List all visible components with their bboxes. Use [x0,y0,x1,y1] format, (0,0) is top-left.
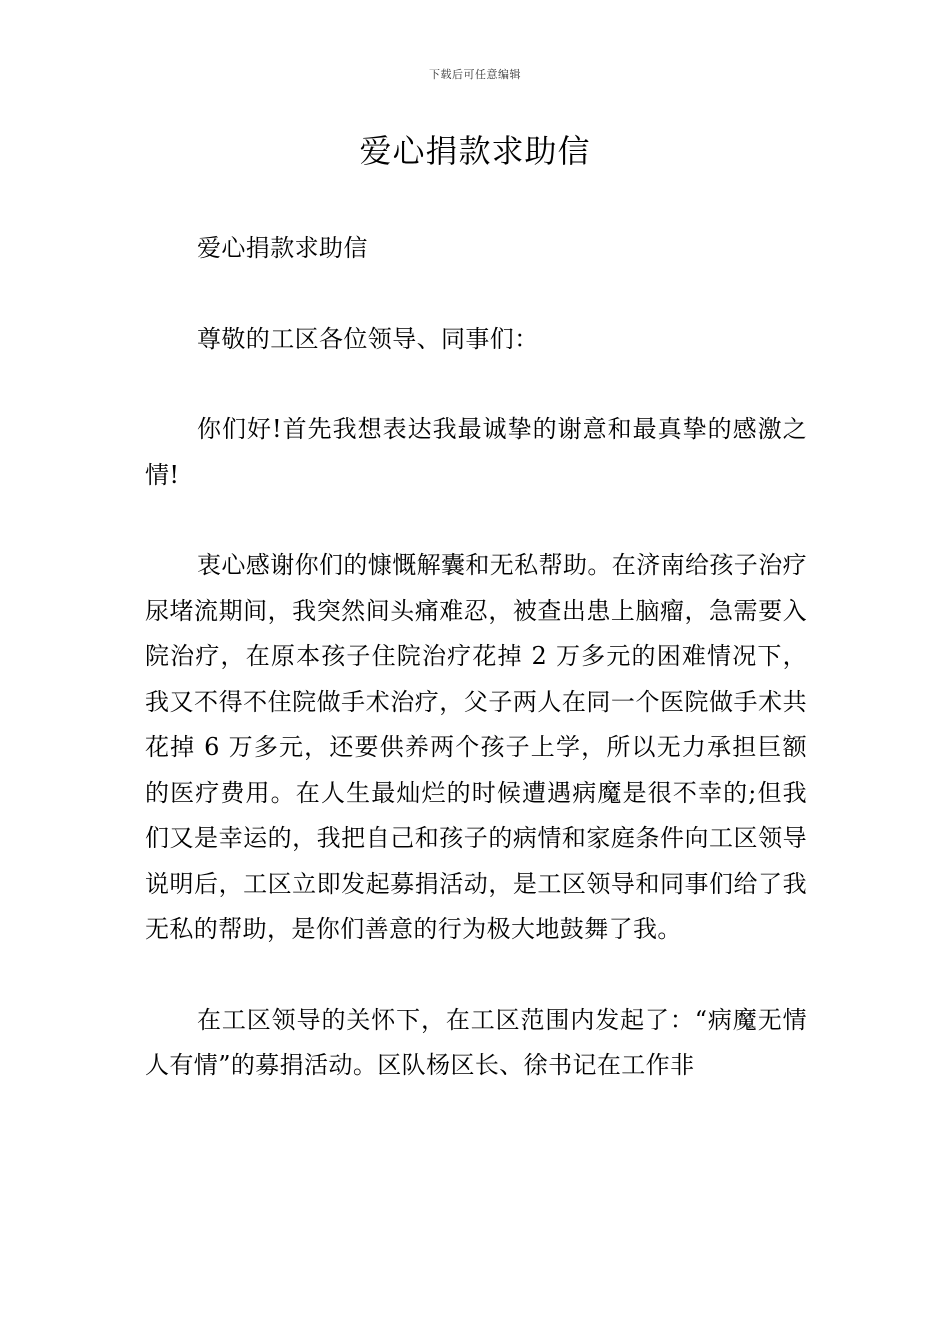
document-body [145,226,807,1089]
paragraph-salutation: 尊敬的工区各位领导、同事们： [197,324,539,353]
paragraph-greeting: 你们好!首先我想表达我最诚挚的谢意和最真挚的感激之情! [145,415,807,489]
document-title: 爱心捐款求助信 [359,132,591,170]
paragraph-subtitle: 爱心捐款求助信 [197,234,368,262]
header-note: 下载后可任意编辑 [429,68,521,81]
paragraph-campaign: 在工区领导的关怀下，在工区范围内发起了：“病魔无情人有情”的募捐活动。区队杨区长、徐书记在工作非 [145,1005,807,1079]
paragraph-thanks: 衷心感谢你们的慷慨解囊和无私帮助。在济南给孩子治疗尿堵流期间，我突然间头痛难忍，被查出患上脑瘤，急需要入院治疗，在原本孩子住院治疗花掉 2 万多元的困难情况下，我又不得不住院做手术治疗，父子两人在同一个医院做手术共花掉 6 万多元，还要供养两个孩子上学，所以无力承担巨额的医疗费用。在人生最灿烂的时候遭遇病魔是很不幸的;但我们又是幸运的，我把自己和孩子的病情和家庭条件向工区领导说明后，工区立即发起募捐活动，是工区领导和同事们给了我无私的帮助，是你们善意的行为极大地鼓舞了我。 [145,551,807,943]
